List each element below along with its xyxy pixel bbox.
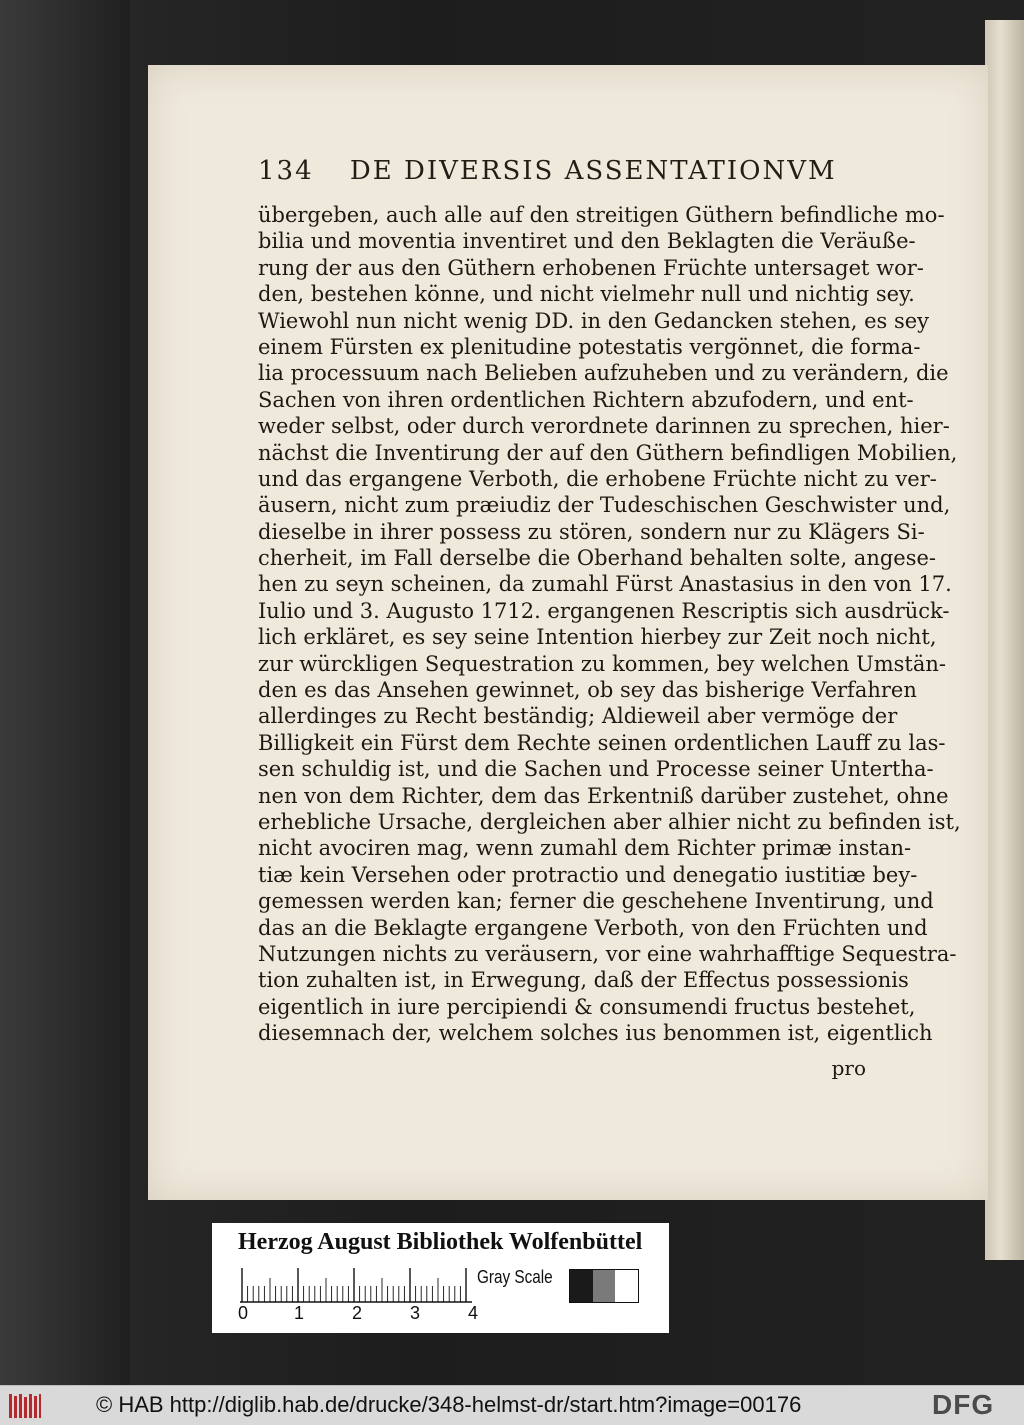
gray-swatch-black — [570, 1270, 593, 1302]
text-line: Sachen von ihren ordentlichen Richtern abzufodern, und ent- — [258, 387, 914, 412]
text-line: hen zu seyn scheinen, da zumahl Fürst Anastasius in den von 17. — [258, 572, 952, 597]
text-line: Billigkeit ein Fürst dem Rechte seinen ordentlichen Lauff zu las- — [258, 730, 946, 755]
text-line: den es das Ansehen gewinnet, ob sey das bisherige Verfahren — [258, 678, 917, 703]
dfg-logo: DFG — [932, 1389, 995, 1420]
text-line: einem Fürsten ex plenitudine potestatis vergönnet, die forma- — [258, 334, 921, 359]
gray-swatch-mid — [593, 1270, 616, 1302]
text-line: cherheit, im Fall derselbe die Oberhand behalten solte, angese- — [258, 546, 937, 571]
text-line: rung der aus den Güthern erhobenen Früchte untersaget wor- — [258, 255, 924, 280]
ruler-number: 4 — [468, 1303, 479, 1323]
text-line: allerdinges zu Recht beständig; Aldieweil aber vermöge der — [258, 704, 898, 729]
gray-swatch-white — [615, 1270, 638, 1302]
text-line: lich erkläret, es sey seine Intention hierbey zur Zeit noch nicht, — [258, 625, 937, 650]
text-line: den, bestehen könne, und nicht vielmehr null und nichtig sey. — [258, 282, 915, 307]
text-line: tiæ kein Versehen oder protractio und denegatio iustitiæ bey- — [258, 862, 918, 887]
text-line: dieselbe in ihrer possess zu stören, sondern nur zu Klägers Si- — [258, 519, 925, 544]
text-line: nächst die Inventirung der auf den Güthern befindligen Mobilien, — [258, 440, 958, 465]
text-line: Nutzungen nichts zu veräusern, vor eine wahrhafftige Sequestra- — [258, 941, 957, 966]
text-line: äusern, nicht zum præiudiz der Tudeschischen Geschwister und, — [258, 493, 951, 518]
text-line: und das ergangene Verboth, die erhobene Früchte nicht zu ver- — [258, 466, 937, 491]
text-line: nicht avociren mag, wenn zumahl dem Richter primæ instan- — [258, 836, 912, 861]
text-line: Wiewohl nun nicht wenig DD. in den Gedancken stehen, es sey — [258, 308, 930, 333]
text-line: weder selbst, oder durch verordnete darinnen zu sprechen, hier- — [258, 414, 950, 439]
gray-scale-label: Gray Scale — [477, 1267, 553, 1287]
text-line: eigentlich in iure percipiendi & consumendi fructus bestehet, — [258, 994, 916, 1019]
text-line: tion zuhalten ist, in Erwegung, daß der Effectus possessionis — [258, 968, 909, 993]
text-line: diesemnach der, welchem solches ius benommen ist, eigentlich — [258, 1021, 933, 1046]
running-head-title: DE DIVERSIS ASSENTATIONVM — [349, 156, 837, 186]
gray-scale-swatches — [569, 1269, 639, 1303]
text-line: gemessen werden kan; ferner die geschehene Inventirung, und — [258, 889, 934, 914]
text-line: bilia und moventia inventiret und den Beklagten die Veräuße- — [258, 229, 916, 254]
text-line: das an die Beklagte ergangene Verboth, von den Früchten und — [258, 915, 928, 940]
text-line: erhebliche Ursache, dergleichen aber alhier nicht zu befinden ist, — [258, 809, 961, 834]
page-body-text — [258, 202, 961, 1047]
text-line: sen schuldig ist, und die Sachen und Processe seiner Untertha- — [258, 757, 934, 782]
text-line: Iulio und 3. Augusto 1712. ergangenen Rescriptis sich ausdrück- — [258, 598, 950, 623]
next-page-edge — [985, 20, 1024, 1260]
library-color-card — [212, 1223, 669, 1333]
ruler-numbers — [234, 1303, 484, 1325]
library-name: Herzog August Bibliothek Wolfenbüttel — [238, 1229, 643, 1255]
text-line: lia processuum nach Belieben aufzuheben und zu verändern, die — [258, 361, 949, 386]
catchword: pro — [831, 1056, 866, 1080]
copyright-link[interactable]: © HAB http://diglib.hab.de/drucke/348-helmst-dr/start.htm?image=00176 — [96, 1392, 802, 1417]
ruler-number: 3 — [410, 1303, 421, 1323]
viewer-footer — [0, 1385, 1024, 1425]
page-number: 134 — [258, 156, 314, 186]
book-cover-board — [0, 0, 130, 1385]
ruler-number: 0 — [238, 1303, 249, 1323]
hab-logo-icon — [8, 1392, 42, 1420]
ruler-number: 1 — [294, 1303, 305, 1323]
text-line: nen von dem Richter, dem das Erkentniß darüber zustehet, ohne — [258, 783, 949, 808]
ruler-number: 2 — [352, 1303, 363, 1323]
scale-ruler — [240, 1267, 472, 1303]
text-line: übergeben, auch alle auf den streitigen Güthern befindliche mo- — [258, 203, 945, 227]
text-line: zur würckligen Sequestration zu kommen, bey welchen Umstän- — [258, 651, 946, 676]
running-head — [258, 156, 837, 196]
